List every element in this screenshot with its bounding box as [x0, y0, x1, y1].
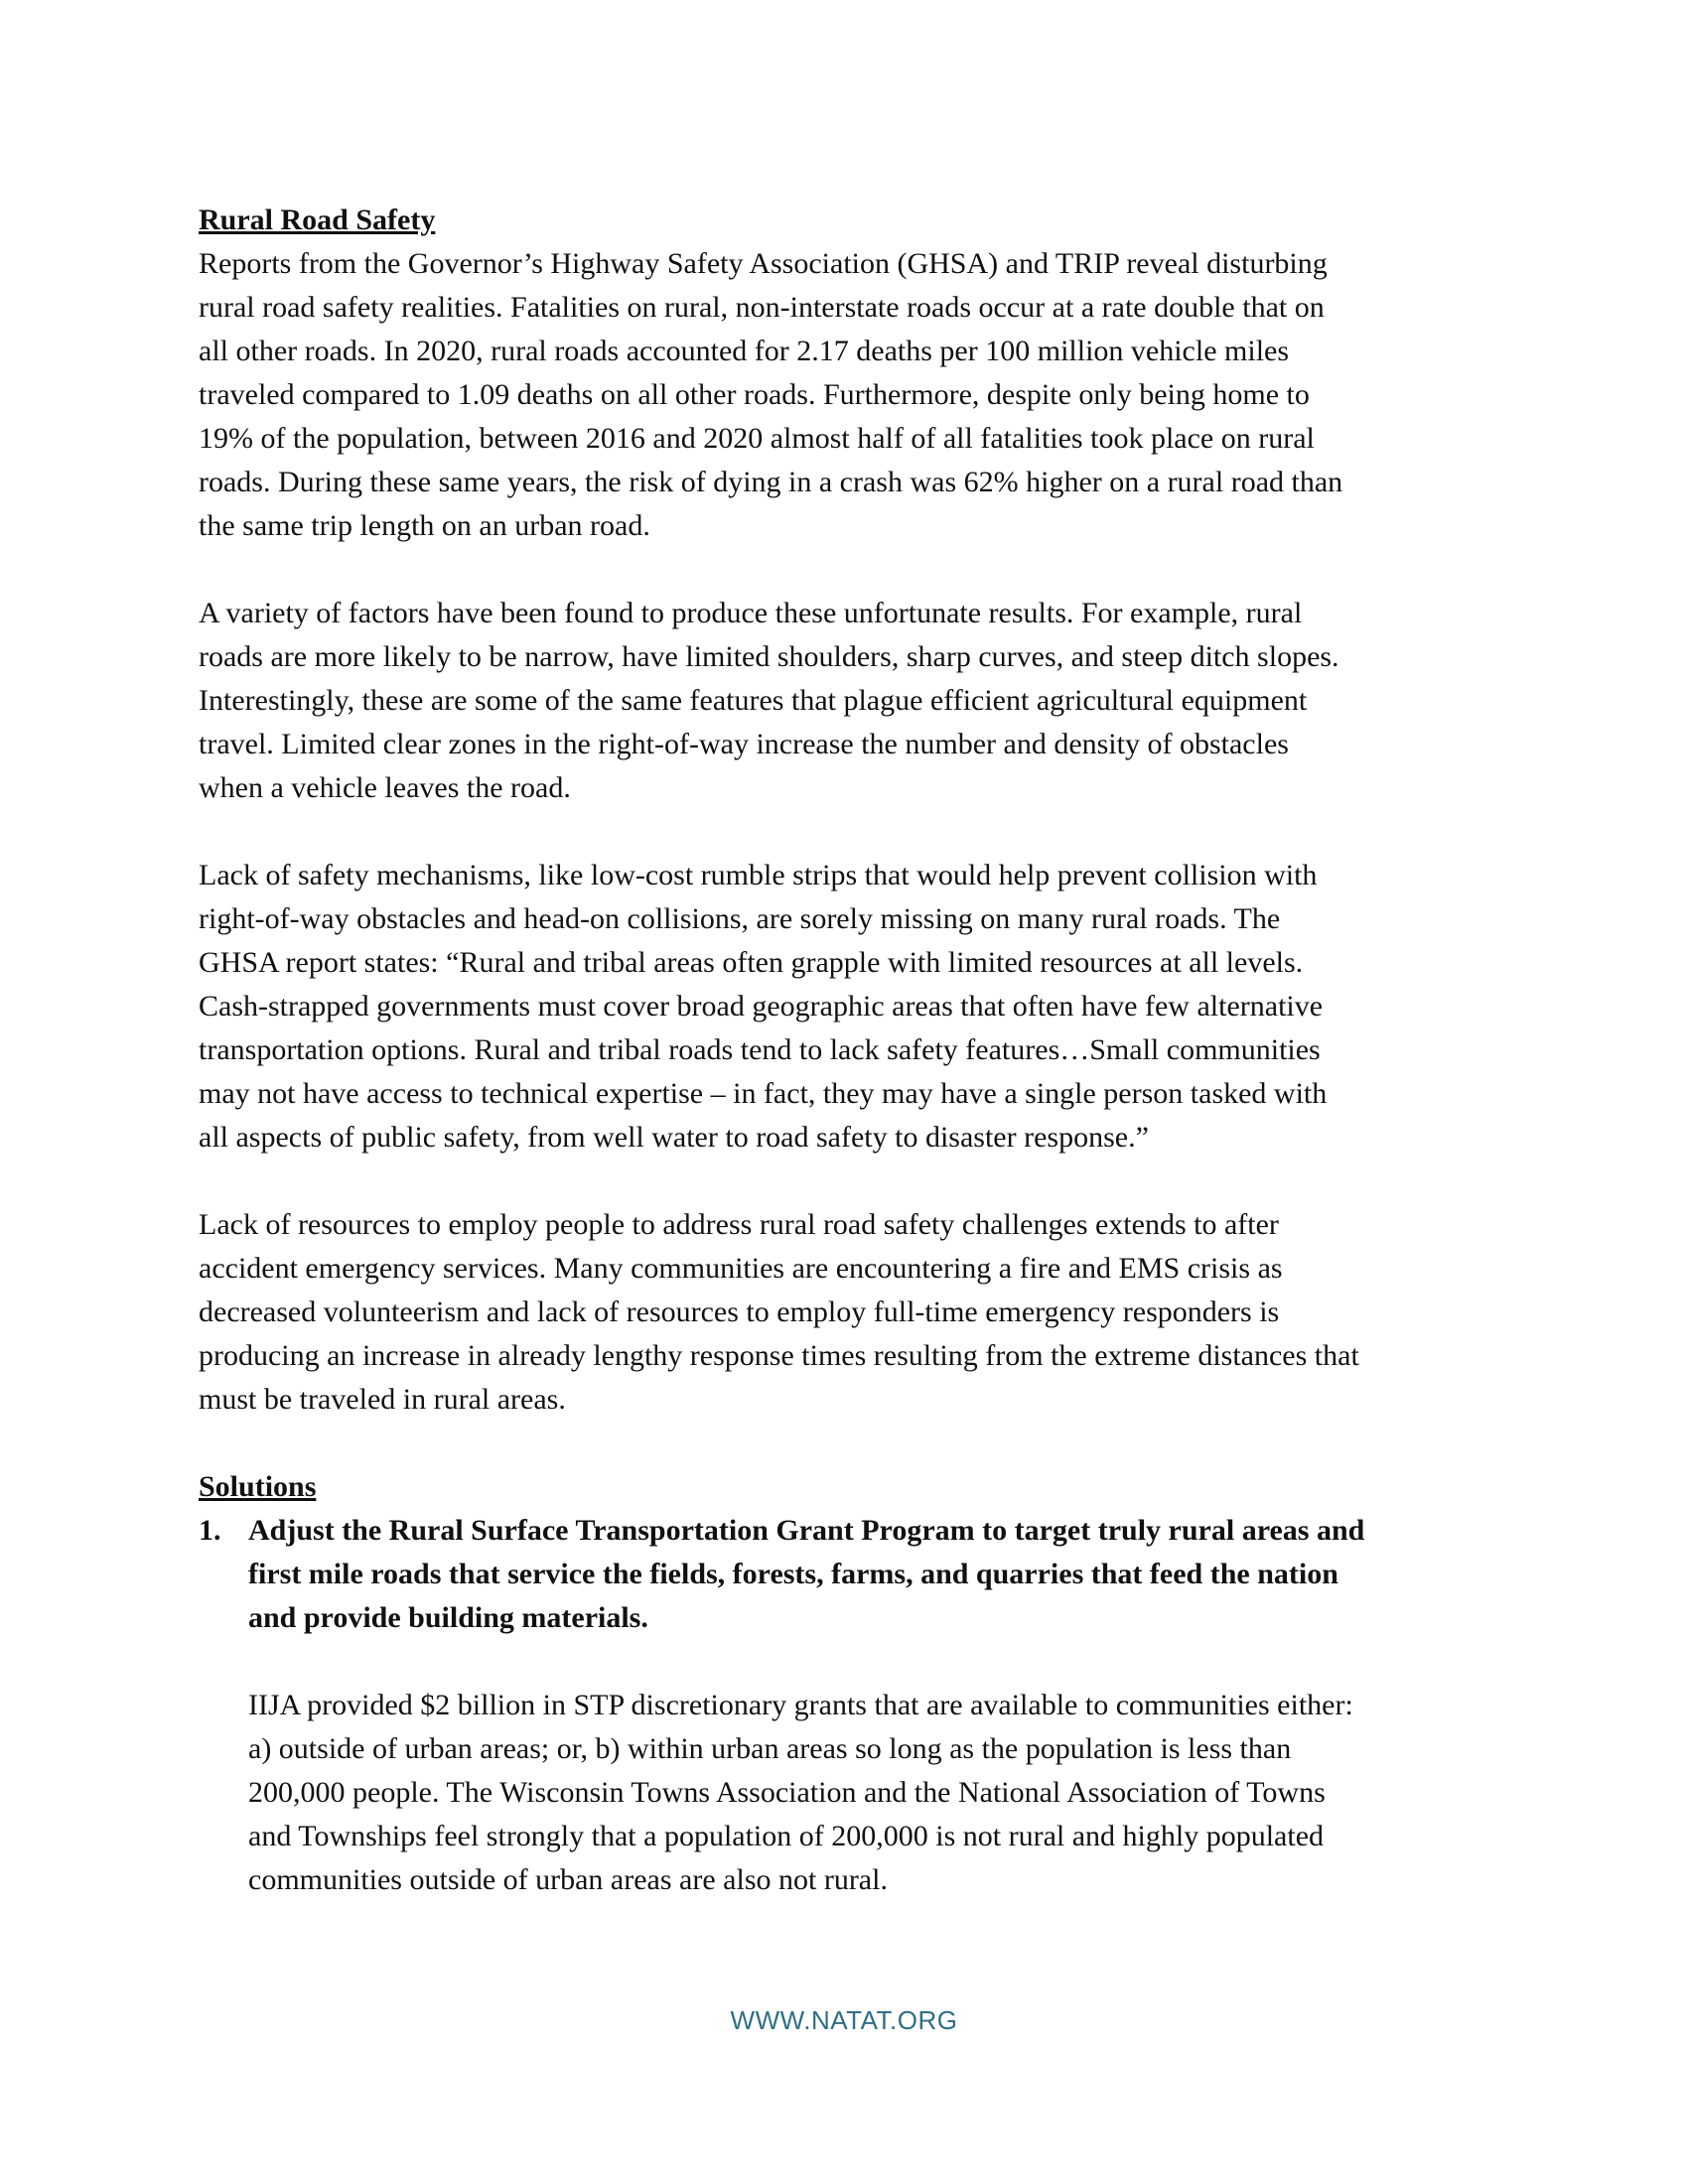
rural-safety-paragraph-1: Reports from the Governor’s Highway Safety Association (GHSA) and TRIP reveal disturbing rural road safety realities. Fatalities on rural, non-interstate roads occur at a rate double that on all other roads. In 2020, rural roads accounted for 2.17 deaths per 100 million vehicle miles traveled compared to 1.09 deaths on all other roads. Furthermore, despite only being home to 19% of the population, between 2016 and 2020 almost half of all fatalities took place on rural roads. During these same years, the risk of dying in a crash was 62% higher on a rural road than the same trip length on an urban road.	[199, 247, 1343, 542]
rural-safety-paragraph-2: A variety of factors have been found to produce these unfortunate results. For example, rural roads are more likely to be narrow, have limited shoulders, sharp curves, and steep ditch slopes. Interestingly, these are some of the same features that plague efficient agricultural equipment travel. Limited clear zones in the right-of-way increase the number and density of obstacles when a vehicle leaves the road.	[199, 597, 1339, 804]
solution-item-1	[199, 1509, 1489, 1902]
solutions-heading: Solutions	[199, 1470, 317, 1503]
solution-item-title: Adjust the Rural Surface Transportation Grant Program to target truly rural areas and first mile roads that service the fields, forests, farms, and quarries that feed the nation and provide building materials.	[248, 1514, 1365, 1634]
solution-item-body	[248, 1509, 1489, 1902]
document-page	[199, 199, 1489, 1902]
solution-item-number: 1.	[199, 1514, 221, 1547]
rural-road-safety-heading: Rural Road Safety	[199, 204, 436, 236]
footer-website-link[interactable]: WWW.NATAT.ORG	[730, 2005, 958, 2035]
rural-safety-paragraph-4: Lack of resources to employ people to address rural road safety challenges extends to after accident emergency services. Many communities are encountering a fire and EMS crisis as decreased volunteerism and lack of resources to employ full-time emergency responders is producing an increase in already lengthy response times resulting from the extreme distances that must be traveled in rural areas.	[199, 1208, 1359, 1416]
rural-safety-paragraph-3: Lack of safety mechanisms, like low-cost rumble strips that would help prevent collision with right-of-way obstacles and head-on collisions, are sorely missing on many rural roads. The GHSA report states: “Rural and tribal areas often grapple with limited resources at all levels. Cash-strapped governments must cover broad geographic areas that often have few alternative transportation options. Rural and tribal roads tend to lack safety features…Small communities may not have access to technical expertise – in fact, they may have a single person tasked with all aspects of public safety, from well water to road safety to disaster response.”	[199, 859, 1328, 1154]
solution-item-paragraph: IIJA provided $2 billion in STP discretionary grants that are available to communities either: a) outside of urban areas; or, b) within urban areas so long as the population is less than 200,000 people. The Wisconsin Towns Association and the National Association of Towns and Townships feel strongly that a population of 200,000 is not rural and highly populated communities outside of urban areas are also not rural.	[248, 1689, 1353, 1896]
